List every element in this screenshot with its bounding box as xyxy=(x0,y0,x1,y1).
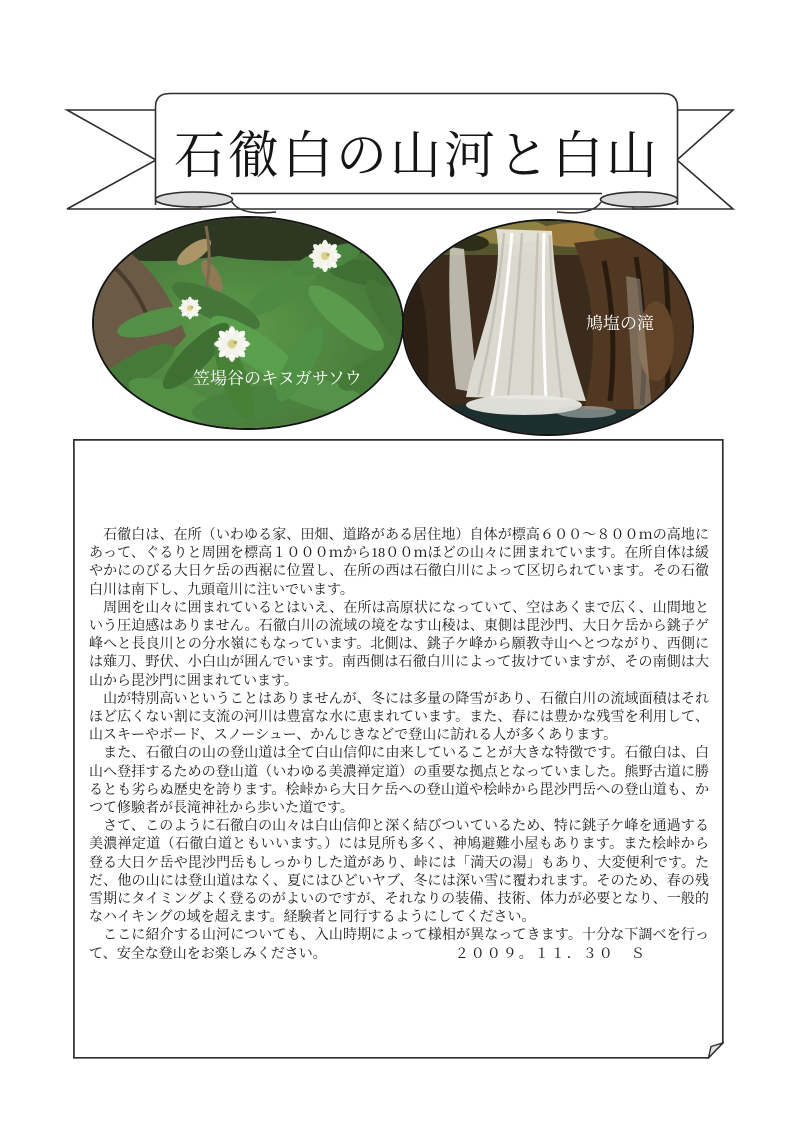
photo-kinugasaso-flowers xyxy=(92,216,404,430)
article-paragraph: 石徹白は、在所（いわゆる家、田畑、道路がある居住地）自体が標高６００～８００ｍの高地にあって、ぐるりと周囲を標高１０００ｍから18００ｍほどの山々に囲まれています。在所自体は緩やかにのびる大日ケ岳の西裾に位置し、在所の西は石徹白川によって区切られています。その石徹白川は南下し、九頭竜川に注いでいます。 xyxy=(89,528,709,598)
flower xyxy=(179,297,202,320)
waterfall-photo-illustration xyxy=(404,221,692,434)
article-paragraph: また、石徹白の山の登山道は全て白山信仰に由来していることが大きな特徴です。石徹白は、白山へ登拝するための登山道（いわゆる美濃禅定道）の重要な拠点となっていました。熊野古道に勝るとも劣らぬ歴史を誇ります。桧峠から大日ケ岳への登山道や桧峠から毘沙門岳への登山道も、かつて修験者が長滝神社から歩いた道です。 xyxy=(89,746,709,817)
article-text xyxy=(89,527,709,964)
flower xyxy=(309,240,341,272)
date-stamp: ２００９。１１．３０ Ｓ xyxy=(454,946,647,962)
article-paragraph: さて、このように石徹白の山々は白山信仰と深く結びついているため、特に銚子ケ峰を通過する美濃禅定道（石徹白道ともいいます。）には見所も多く、神鳩避難小屋もあります。また桧峠から登る大日ケ岳や毘沙門岳もしっかりした道があり、峠には「満天の湯」もあり、大変便利です。ただ、他の山には登山道はなく、夏にはひどいヤブ、冬には深い雪に覆われます。そのため、春の残雪期にタイミングよく登るのがよいのですが、それなりの装備、技術、体力が必要となり、一般的なハイキングの域を超えます。経験者と同行するようにしてください。 xyxy=(89,819,709,926)
banner-ribbon xyxy=(0,0,800,235)
waterfall-photo-caption: 鳩塩の滝 xyxy=(586,314,654,333)
ribbon-roll-right xyxy=(601,192,678,207)
froth xyxy=(556,406,616,418)
photo-hatoshio-waterfall xyxy=(402,219,694,436)
ribbon-roll-left xyxy=(156,192,233,207)
article-paragraph: 周囲を山々に囲まれているとはいえ、在所は高原状になっていて、空はあくまで広く、山間地という圧迫感はありません。石徹白川の流域の境をなす山稜は、東側は毘沙門、大日ケ岳から銚子ゲ峰へと長良川との分水嶺にもなっています。北側は、銚子ケ峰から願教寺山へとつながり、西側には薙刀、野伏、小白山が囲んでいます。南西側は石徹白川によって抜けていますが、その南側は大山から毘沙門に囲まれています。 xyxy=(89,600,709,689)
flower xyxy=(214,326,250,362)
banner-title: 石徹白の山河と白山 xyxy=(173,129,661,185)
article-paragraph: 山が特別高いということはありませんが、冬には多量の降雪があり、石徹白川の流域面積はそれほど広くない割に支流の河川は豊富な水に恵まれています。また、春には豊かな残雪を利用して、山スキーやボード、スノーシュー、かんじきなどで登山に訪れる人が多くあります。 xyxy=(89,691,709,744)
article-box xyxy=(73,439,724,1059)
flower-photo-illustration xyxy=(94,218,402,428)
flower-photo-caption: 笠場谷のキヌガサソウ xyxy=(193,369,362,388)
article-paragraph: ここに紹介する山河についても、入山時期によって様相が異なってきます。十分な下調べを行って、安全な登山をお楽しみください。 ２００９。１１．３０ Ｓ xyxy=(89,927,709,963)
